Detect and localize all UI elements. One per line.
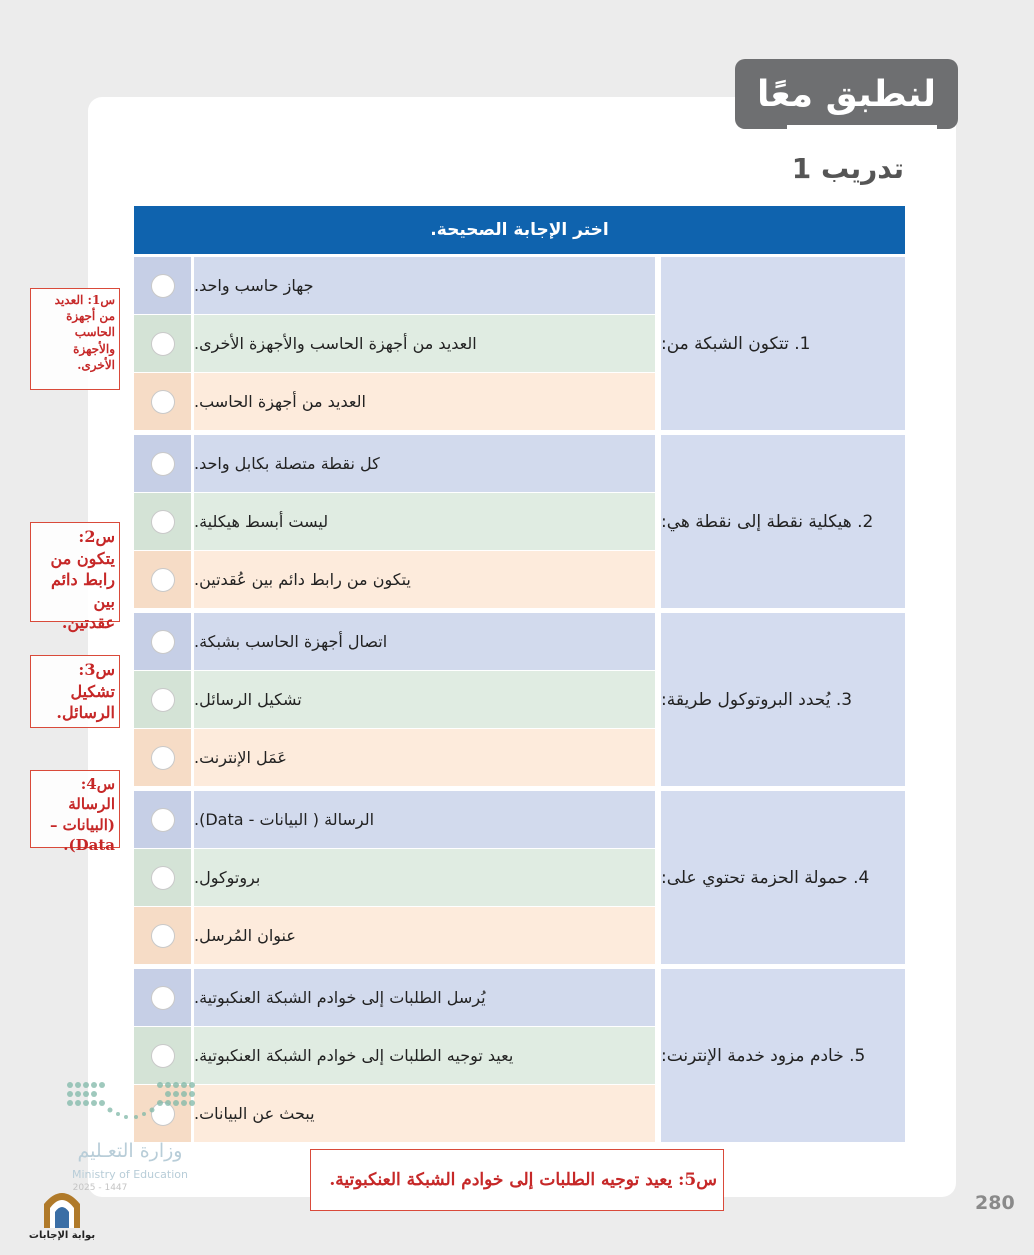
radio-button[interactable]: [151, 808, 175, 832]
radio-button[interactable]: [151, 274, 175, 298]
radio-button[interactable]: [151, 332, 175, 356]
option-row[interactable]: [134, 373, 655, 430]
exercise-title: تدريب 1: [791, 152, 904, 185]
option-row[interactable]: [134, 671, 655, 728]
answer-note-1: س1: العديد من أجهزة الحاسب والأجهزة الأخرى.: [30, 288, 120, 390]
option-row[interactable]: [134, 435, 655, 492]
site-logo: [28, 1186, 96, 1246]
question-1: [134, 254, 905, 432]
radio-button[interactable]: [151, 390, 175, 414]
site-label: بوابة الإجابات: [28, 1230, 96, 1241]
option-text: العديد من أجهزة الحاسب.: [194, 373, 655, 430]
ministry-year: 2025 - 1447: [72, 1183, 128, 1193]
radio-button[interactable]: [151, 1044, 175, 1068]
question-table: [134, 206, 905, 1144]
radio-button[interactable]: [151, 746, 175, 770]
option-text: يبحث عن البيانات.: [194, 1085, 655, 1142]
question-text: 1. تتكون الشبكة من:: [661, 257, 905, 430]
ministry-name-en: Ministry of Education: [71, 1168, 188, 1181]
option-text: يتكون من رابط دائم بين عُقدتين.: [194, 551, 655, 608]
answer-note-3: س3: تشكيل الرسائل.: [30, 655, 120, 728]
question-text: 2. هيكلية نقطة إلى نقطة هي:: [661, 435, 905, 608]
option-text: ليست أبسط هيكلية.: [194, 493, 655, 550]
option-row[interactable]: [134, 791, 655, 848]
option-row[interactable]: [134, 849, 655, 906]
question-3: [134, 610, 905, 788]
option-text: بروتوكول.: [194, 849, 655, 906]
question-text: 5. خادم مزود خدمة الإنترنت:: [661, 969, 905, 1142]
option-text: عنوان المُرسل.: [194, 907, 655, 964]
section-title: لنطبق معًا: [756, 73, 937, 115]
option-row[interactable]: [134, 257, 655, 314]
option-text: اتصال أجهزة الحاسب بشبكة.: [194, 613, 655, 670]
question-text: 3. يُحدد البروتوكول طريقة:: [661, 613, 905, 786]
option-row[interactable]: [134, 1027, 655, 1084]
radio-button[interactable]: [151, 688, 175, 712]
option-row[interactable]: [134, 1085, 655, 1142]
option-text: كل نقطة متصلة بكابل واحد.: [194, 435, 655, 492]
answer-note-2: س2: يتكون من رابط دائم بين عقدتين.: [30, 522, 120, 622]
option-row[interactable]: [134, 729, 655, 786]
option-row[interactable]: [134, 969, 655, 1026]
page-number: 280: [975, 1192, 1015, 1214]
option-row[interactable]: [134, 315, 655, 372]
option-row[interactable]: [134, 613, 655, 670]
radio-button[interactable]: [151, 568, 175, 592]
option-text: يُرسل الطلبات إلى خوادم الشبكة العنكبوتية.: [194, 969, 655, 1026]
answer-note-4: س4: الرسالة (البيانات – Data).: [30, 770, 120, 848]
option-row[interactable]: [134, 907, 655, 964]
question-text: 4. حمولة الحزمة تحتوي على:: [661, 791, 905, 964]
option-text: يعيد توجيه الطلبات إلى خوادم الشبكة العنكبوتية.: [194, 1027, 655, 1084]
option-text: تشكيل الرسائل.: [194, 671, 655, 728]
option-text: جهاز حاسب واحد.: [194, 257, 655, 314]
option-text: العديد من أجهزة الحاسب والأجهزة الأخرى.: [194, 315, 655, 372]
radio-button[interactable]: [151, 452, 175, 476]
gate-icon: [28, 1186, 96, 1230]
option-row[interactable]: [134, 551, 655, 608]
section-tab: [735, 59, 958, 129]
radio-button[interactable]: [151, 630, 175, 654]
ministry-name-ar: وزارة التعـليم: [77, 1140, 183, 1162]
tab-underline: [787, 125, 937, 133]
radio-button[interactable]: [151, 986, 175, 1010]
radio-button[interactable]: [151, 924, 175, 948]
option-row[interactable]: [134, 493, 655, 550]
ministry-logo-icon: [64, 1080, 198, 1124]
option-text: الرسالة ( البيانات - Data).: [194, 791, 655, 848]
question-2: [134, 432, 905, 610]
answer-note-5: س5: يعيد توجيه الطلبات إلى خوادم الشبكة العنكبوتية.: [310, 1149, 724, 1211]
radio-button[interactable]: [151, 510, 175, 534]
table-instruction: اختر الإجابة الصحيحة.: [134, 206, 905, 254]
option-text: عَمَل الإنترنت.: [194, 729, 655, 786]
question-5: [134, 966, 905, 1144]
question-4: [134, 788, 905, 966]
radio-button[interactable]: [151, 866, 175, 890]
